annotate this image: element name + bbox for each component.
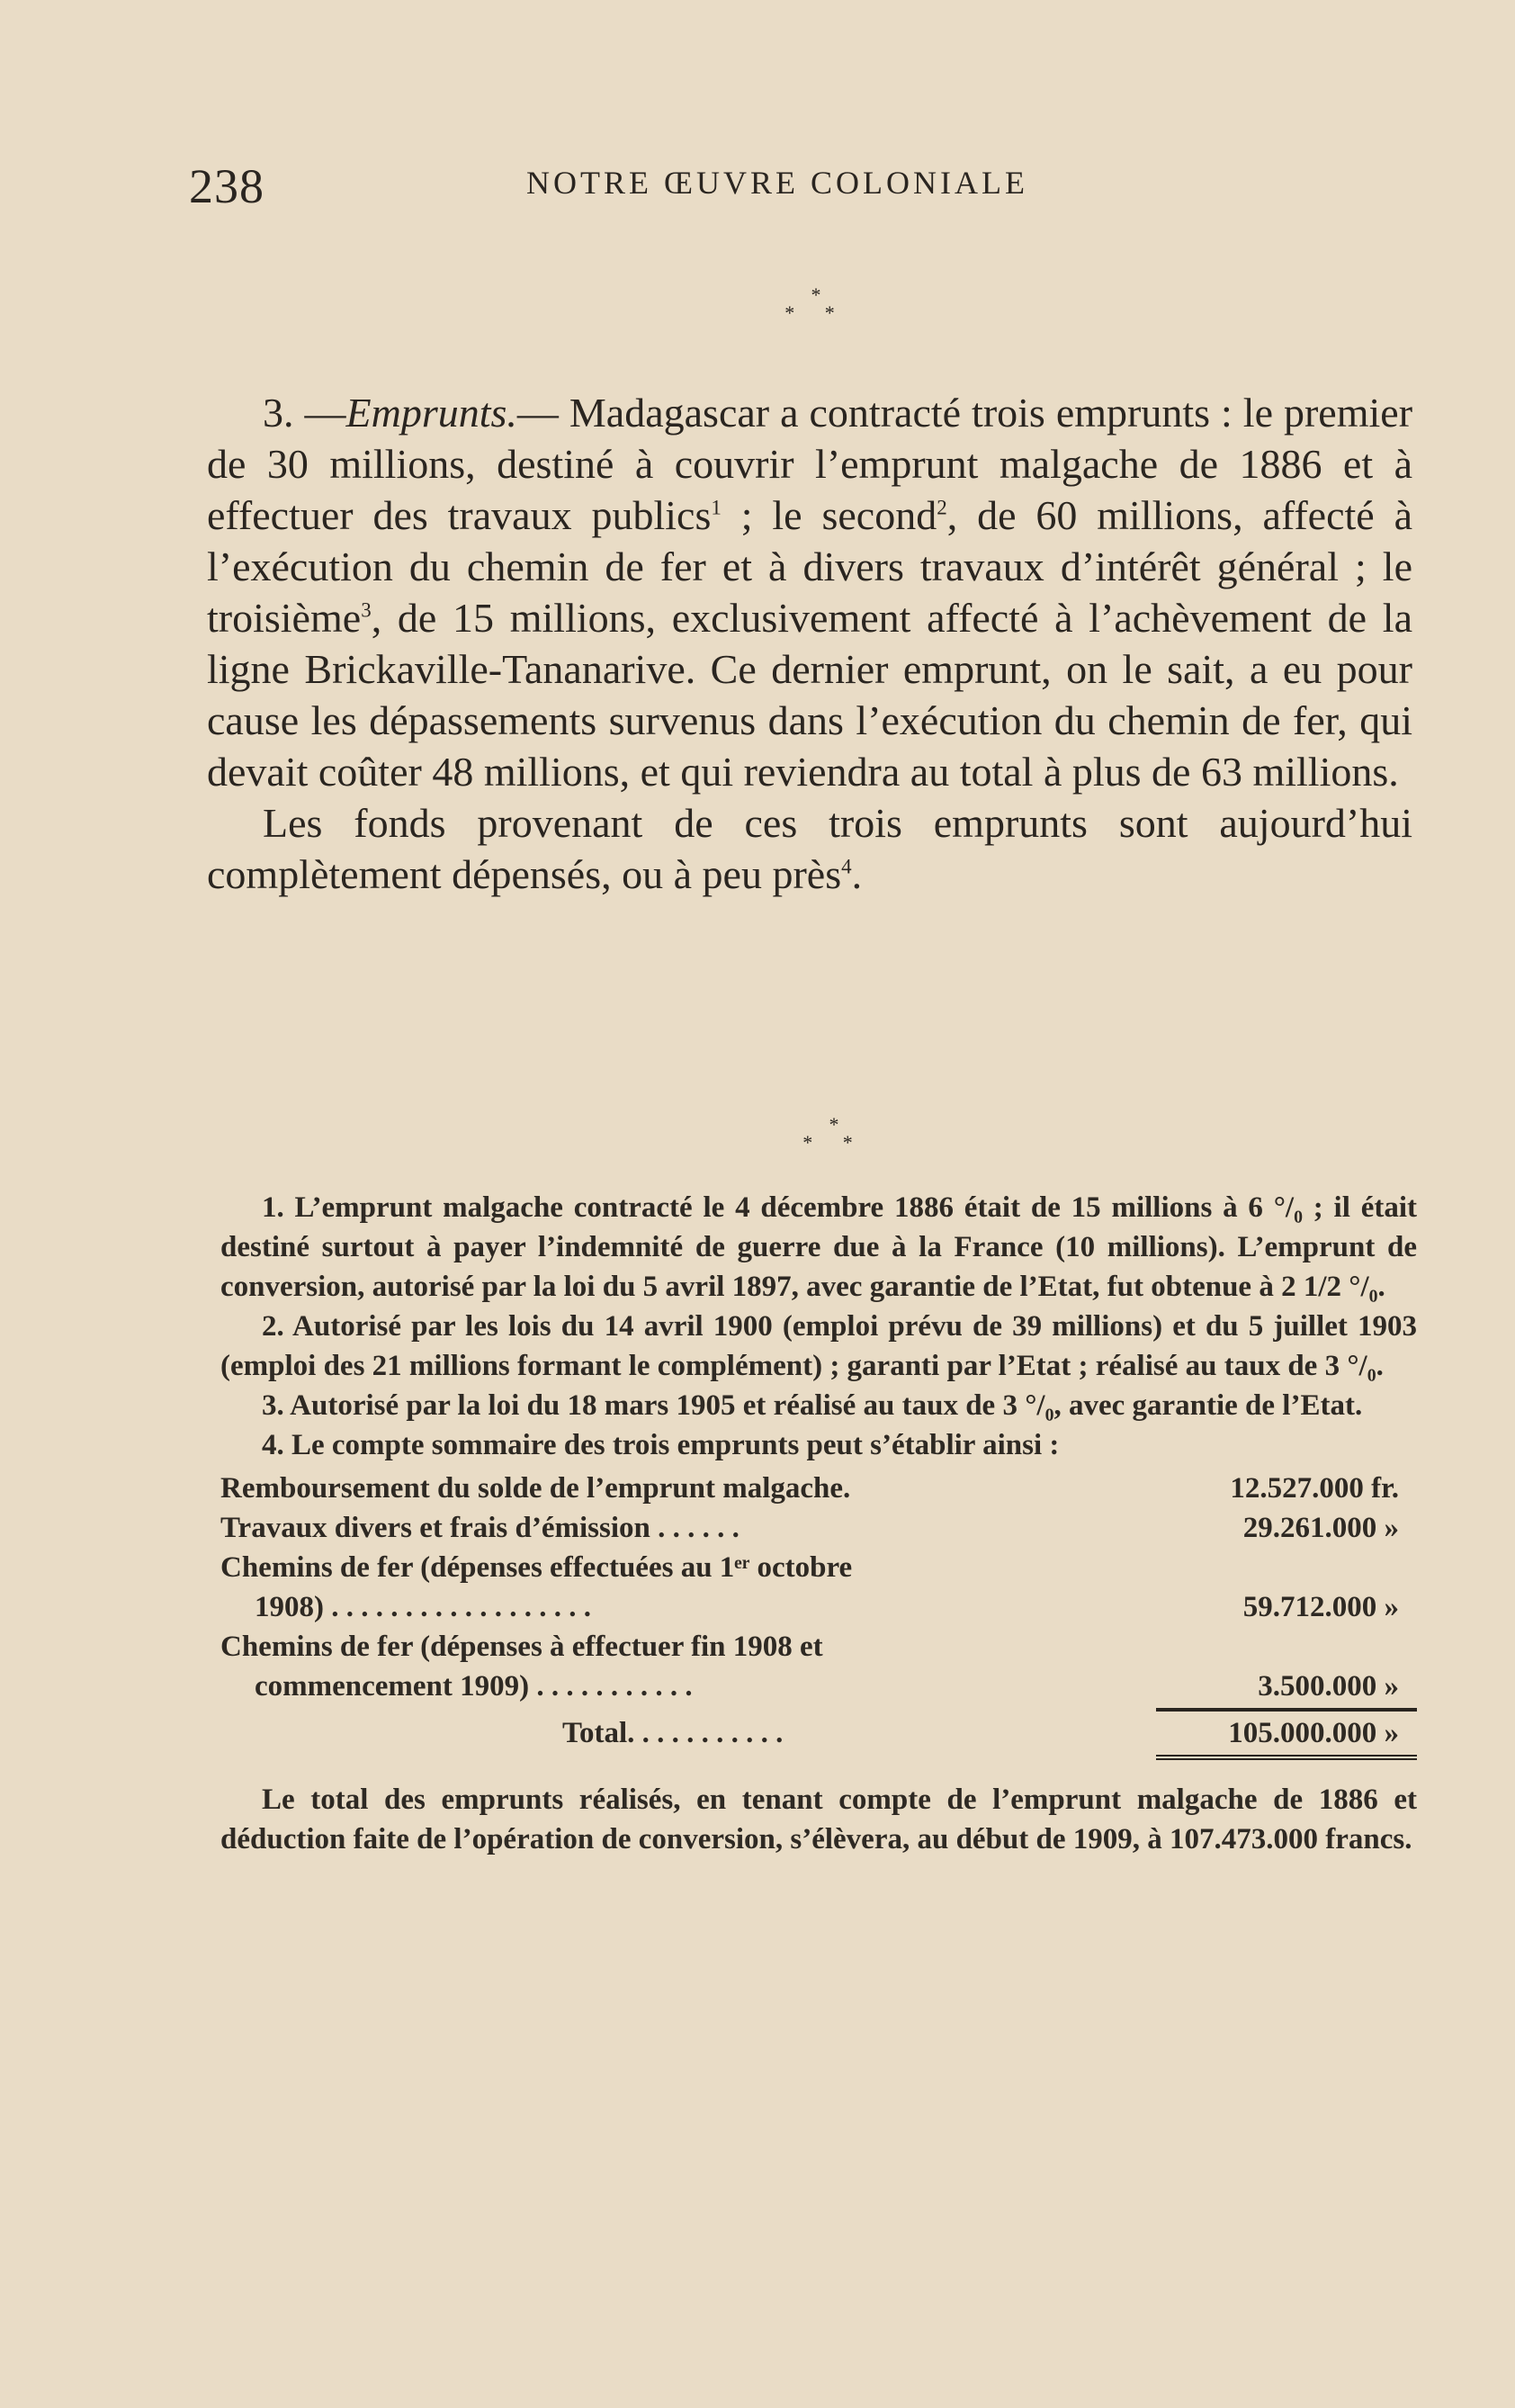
footnote-ref-4: 4 xyxy=(841,855,852,878)
sum-rule xyxy=(1156,1708,1417,1712)
account-label: Chemins de fer (dépenses effectuées au 1ᵉʳ octobre xyxy=(220,1551,853,1584)
main-text xyxy=(207,387,1412,900)
asterism-star: * xyxy=(829,1113,839,1136)
footnote-ref-1: 1 xyxy=(711,496,722,519)
account-amount: 12.527.000 fr. xyxy=(1230,1472,1399,1505)
total-label: Total. . . . . . . . . . . xyxy=(562,1717,784,1749)
total-double-rule xyxy=(1156,1755,1417,1760)
page-number: 238 xyxy=(189,159,264,213)
account-label: 1908) . . . . . . . . . . . . . . . . . . xyxy=(255,1591,591,1623)
account-row xyxy=(220,1627,1417,1667)
total-amount: 105.000.000 » xyxy=(1228,1717,1399,1749)
account-row xyxy=(220,1587,1417,1627)
footnote-1: 1. L’emprunt malgache contracté le 4 décembre 1886 était de 15 millions à 6 °/₀ ; il était destiné surtout à payer l’indemnité de guerre due à la France (10 millions). L’emprunt de conversion, autorisé par la loi du 5 avril 1897, avec garantie de l’Etat, fut obtenue à 2 1/2 °/₀. xyxy=(220,1191,1417,1303)
asterism-stars: * * xyxy=(802,1131,865,1154)
account-amount: 3.500.000 » xyxy=(1258,1670,1399,1703)
asterism-stars: * * xyxy=(784,301,847,324)
account-row xyxy=(220,1469,1417,1508)
running-title: NOTRE ŒUVRE COLONIALE xyxy=(526,165,1028,201)
page-header xyxy=(0,158,1515,221)
loan-account-table xyxy=(220,1469,1417,1760)
asterism-top xyxy=(27,283,1515,324)
footnote-2: 2. Autorisé par les lois du 14 avril 1900 (emploi prévu de 39 millions) et du 5 juillet 1903 (emploi des 21 millions formant le complément) ; garanti par l’Etat ; réalisé au taux de 3 °/₀. xyxy=(220,1310,1417,1382)
account-row xyxy=(220,1508,1417,1548)
account-label: Travaux divers et frais d’émission . . . . . . xyxy=(220,1512,740,1544)
paragraph-emprunts: 3. —Emprunts.— Madagascar a contracté trois emprunts : le premier de 30 millions, destiné à couvrir l’emprunt malgache de 1886 et à effectuer des travaux publics$^1$ ; le second$^2$, de 60 millions, affecté à l’exécution du chemin de fer et à divers travaux d’intérêt général ; le troisième$^3$, de 15 millions, exclusivement affecté à l’achèvement de la ligne Brickaville-Tananarive. Ce dernier emprunt, on le sait, a eu pour cause les dépassements survenus dans l’exécution du chemin de fer, qui devait coûter 48 millions, et qui reviendra au total à plus de 63 millions. xyxy=(207,390,1413,795)
paragraph-fonds: Les fonds provenant de ces trois emprunts sont aujourd’hui complètement dépensés, ou à peu près$^4$. xyxy=(207,800,1412,897)
asterism-star: * xyxy=(811,283,821,306)
account-row xyxy=(220,1667,1417,1706)
account-total-row xyxy=(220,1713,1417,1753)
closing-paragraph: Le total des emprunts réalisés, en tenant compte de l’emprunt malgache de 1886 et déduction faite de l’opération de conversion, s’élèvera, au début de 1909, à 107.473.000 francs. xyxy=(220,1784,1417,1855)
footnote-4: 4. Le compte sommaire des trois emprunts peut s’établir ainsi : xyxy=(262,1429,1060,1461)
asterism-middle xyxy=(45,1113,1515,1154)
account-row xyxy=(220,1548,1417,1587)
account-amount: 29.261.000 » xyxy=(1242,1512,1399,1544)
section-title: Emprunts. xyxy=(345,390,517,436)
account-label: commencement 1909) . . . . . . . . . . . xyxy=(255,1670,693,1703)
account-label: Chemins de fer (dépenses à effectuer fin 1908 et xyxy=(220,1631,823,1663)
footnote-ref-2: 2 xyxy=(937,496,947,519)
footnotes xyxy=(220,1188,1417,1859)
account-amount: 59.712.000 » xyxy=(1242,1591,1399,1623)
footnote-3: 3. Autorisé par la loi du 18 mars 1905 et réalisé au taux de 3 °/₀, avec garantie de l’Etat. xyxy=(262,1389,1363,1422)
footnote-ref-3: 3 xyxy=(361,598,372,622)
account-label: Remboursement du solde de l’emprunt malgache. xyxy=(220,1472,851,1505)
